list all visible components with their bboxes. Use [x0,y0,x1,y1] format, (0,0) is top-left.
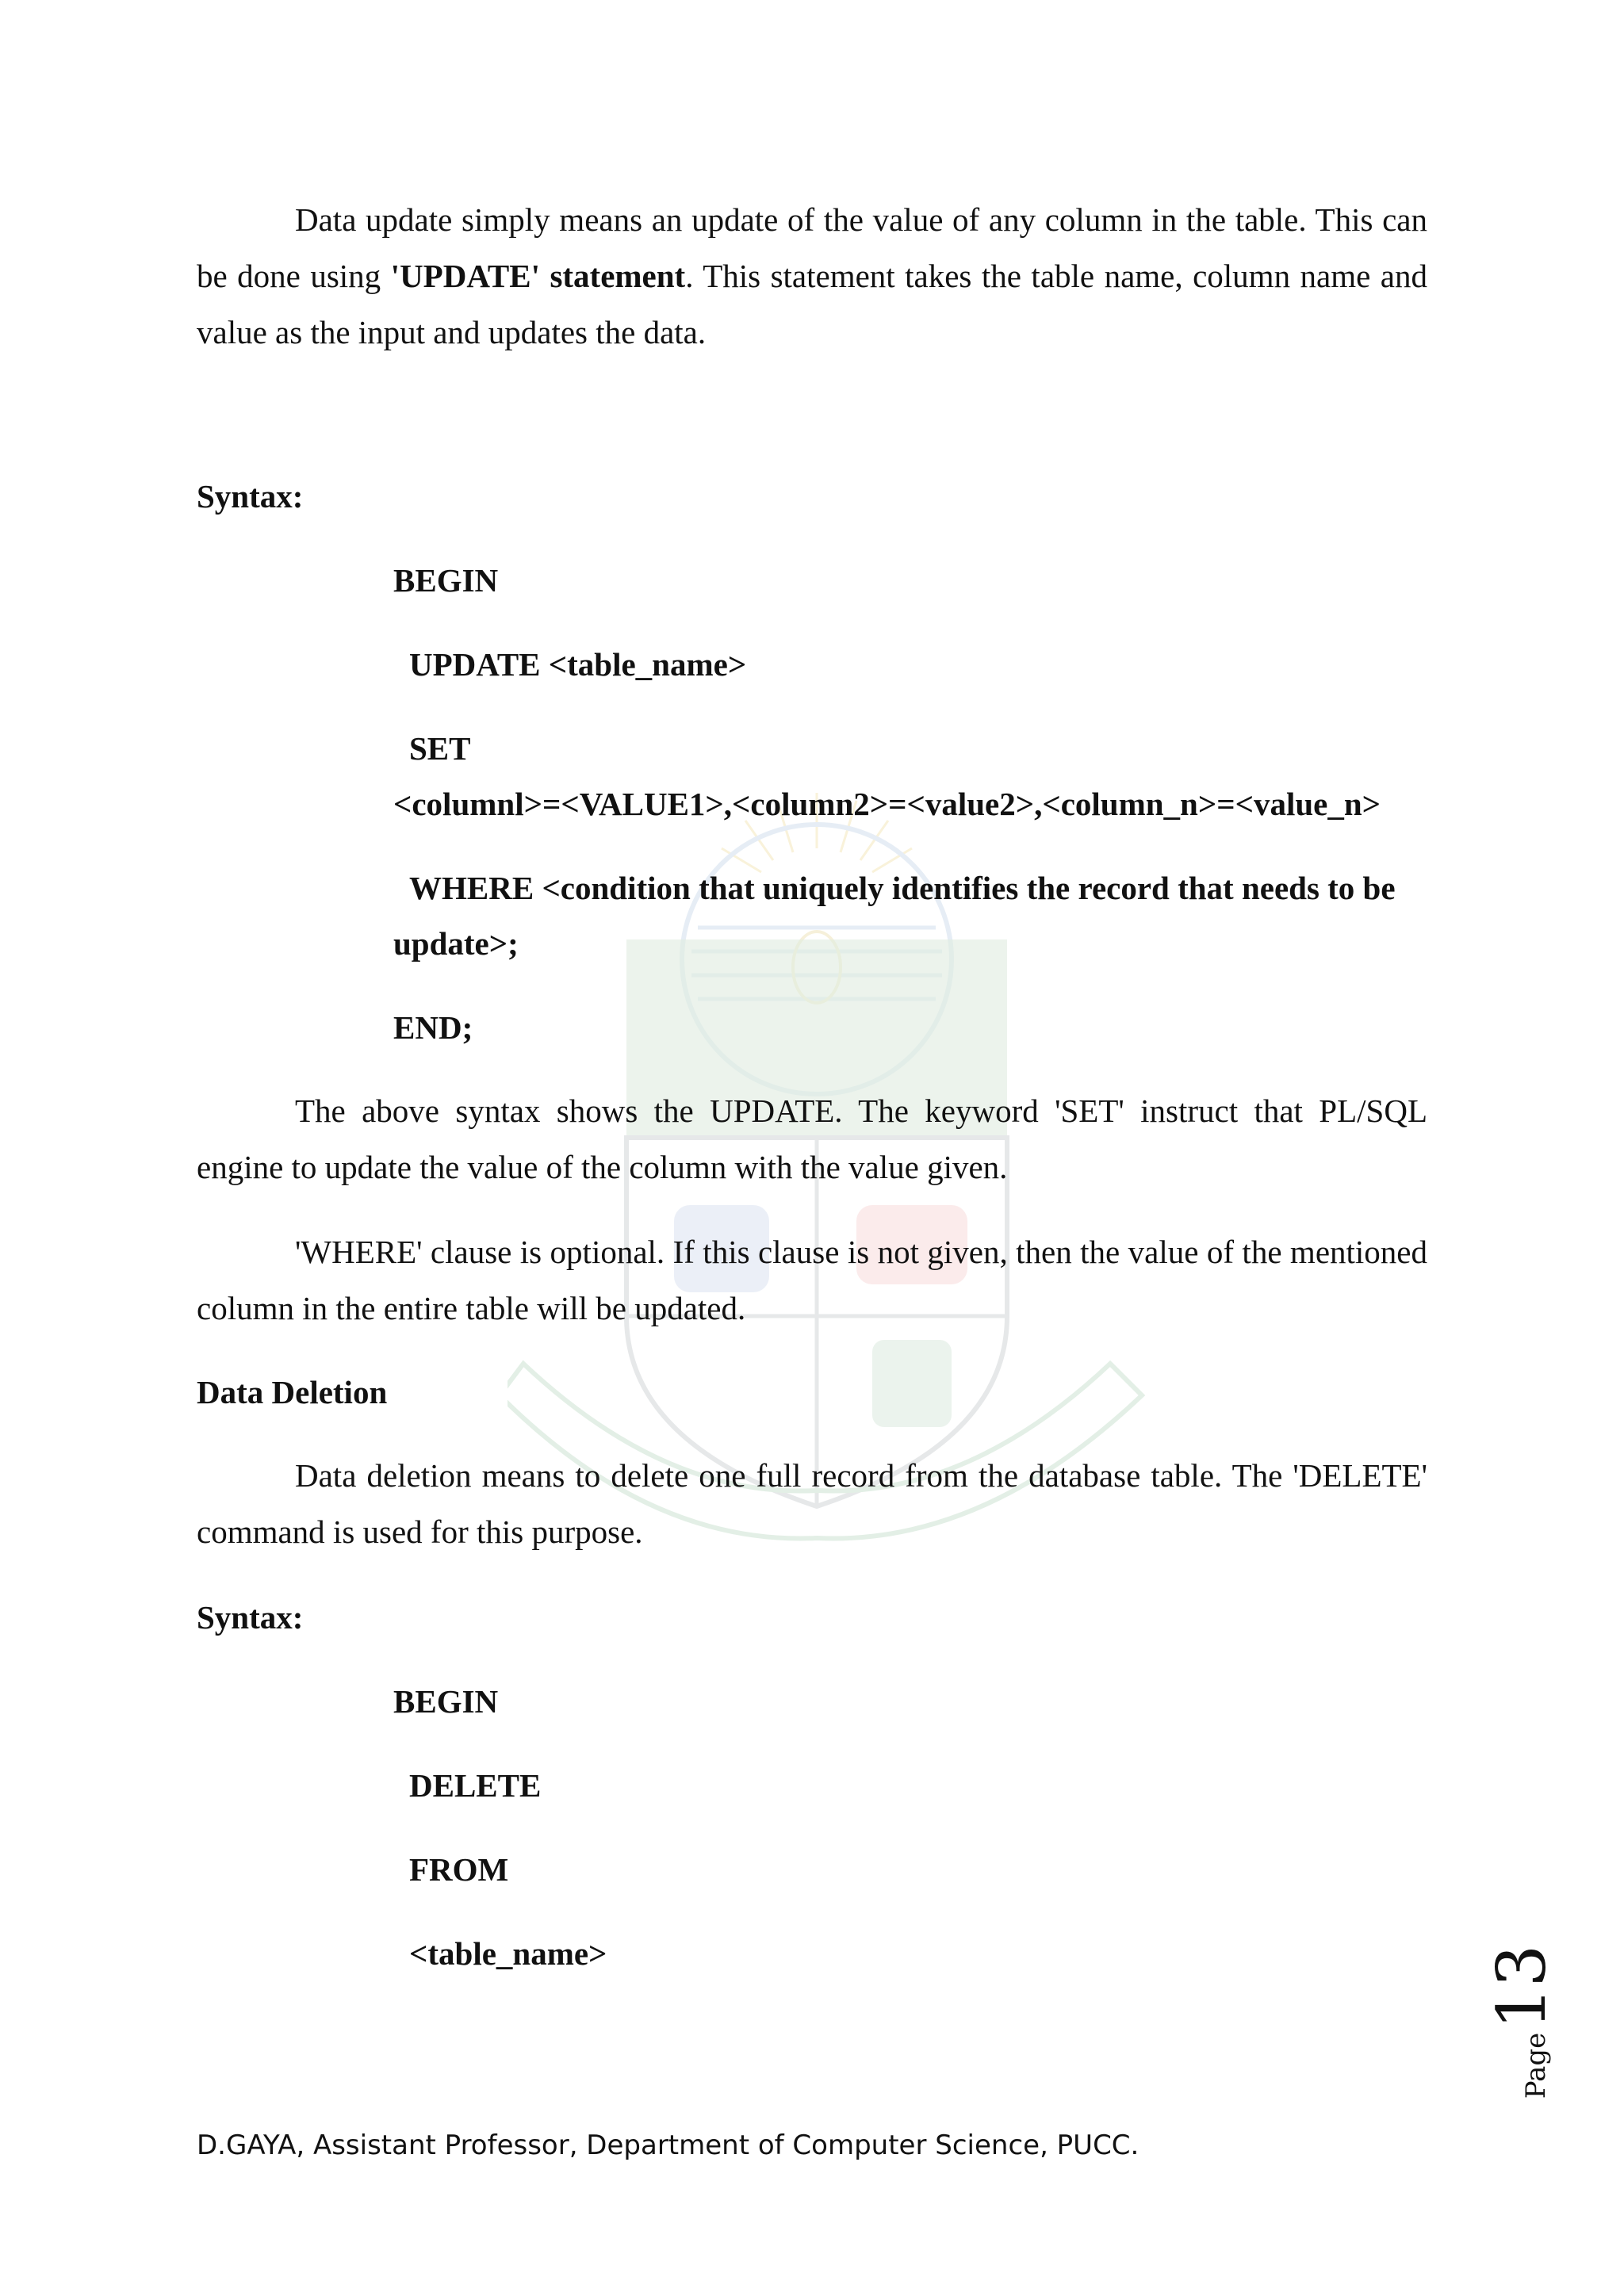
page-number [1483,1942,1610,2101]
intro-paragraph [197,192,1427,361]
delete-syntax-table: <table_name> [409,1935,607,1972]
delete-syntax-heading: Syntax: [197,1599,304,1636]
update-syntax-heading: Syntax: [197,478,304,515]
update-syntax-update: UPDATE <table_name> [409,646,747,683]
update-syntax-begin: BEGIN [393,562,499,599]
delete-syntax-from: FROM [409,1851,509,1888]
update-syntax-end: END; [393,1009,473,1046]
intro-text-continued: . This statement takes the table name, column name and value as the input and updates the data. [197,258,1427,350]
intro-bold-keyword: 'UPDATE' statement [390,258,686,294]
page-number-value: 13 [1483,1944,1561,2030]
delete-syntax-delete: DELETE [409,1767,542,1804]
data-deletion-paragraph: Data deletion means to delete one full record from the database table. The 'DELETE' command is used for this purpose. [197,1457,1427,1550]
page-number-label: Page [1520,2032,1552,2099]
update-syntax-where: WHERE <condition that uniquely identifies the record that needs to be [409,870,1396,906]
where-explanation-paragraph: 'WHERE' clause is optional. If this clause is not given, then the value of the mentioned column in the entire table will be updated. [197,1234,1427,1326]
update-syntax-set-values: <columnl>=<VALUE1>,<column2>=<value2>,<column_n>=<value_n> [393,786,1381,822]
set-explanation-paragraph: The above syntax shows the UPDATE. The keyword 'SET' instruct that PL/SQL engine to update the value of the column with the value given. [197,1093,1427,1185]
update-syntax-where-continued: update>; [393,925,519,962]
intro-text: Data update simply means an update of the value of any column in the table. This can be done using [197,201,1427,294]
update-syntax-set: SET [409,730,471,767]
page-footer: D.GAYA, Assistant Professor, Department of Computer Science, PUCC. [197,2130,1139,2161]
data-deletion-heading: Data Deletion [197,1374,388,1410]
delete-syntax-begin: BEGIN [393,1683,499,1720]
